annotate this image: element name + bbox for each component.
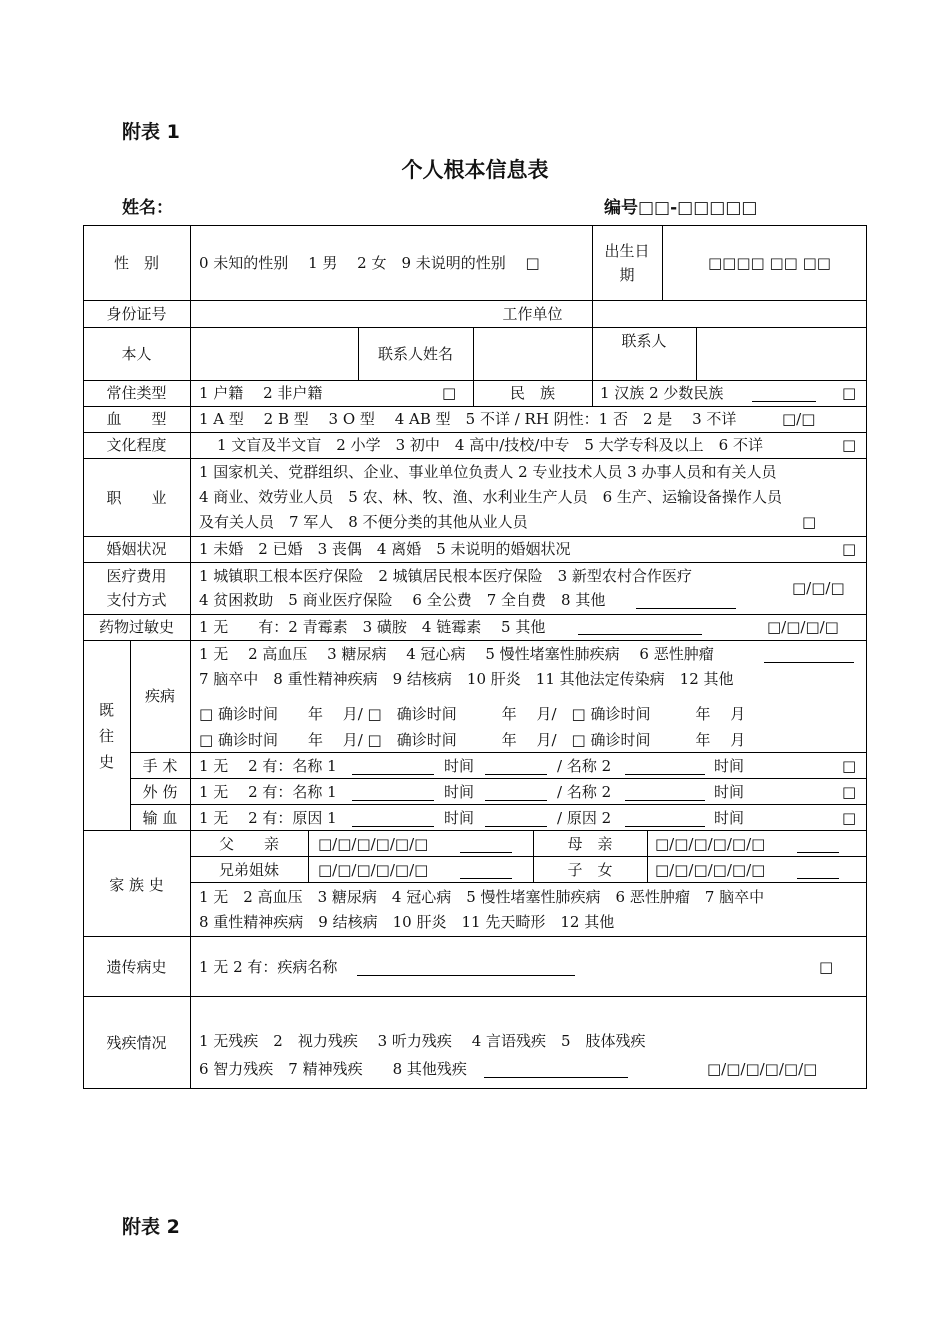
diagnosis-row-2[interactable]: □ 确诊时间 年 月/ □ 确诊时间 年 月/ □ 确诊时间 年 月 — [199, 731, 746, 749]
education-box[interactable]: □ — [842, 436, 857, 454]
occupation-line-2: 4 商业、效劳业人员 5 农、林、牧、渔、水利业生产人员 6 生产、运输设备操作人员 — [199, 488, 782, 506]
transfusion-text-c: / 原因 2 — [557, 809, 612, 827]
children-boxes[interactable]: □/□/□/□/□/□ — [655, 861, 766, 879]
trauma-text-c: / 名称 2 — [557, 783, 612, 801]
birth-date-boxes[interactable]: □□□□ □□ □□ — [708, 254, 831, 272]
history-label-3: 史 — [98, 753, 114, 771]
contact-phone-label: 联系人 — [621, 332, 667, 350]
residence-label: 常住类型 — [106, 384, 167, 402]
occupation-line-3: 及有关人员 7 军人 8 不便分类的其他从业人员 — [199, 513, 528, 531]
family-history-label: 家 族 史 — [109, 876, 164, 894]
transfusion-text-a: 1 无 2 有：原因 1 — [199, 809, 337, 827]
genetic-history-text: 1 无 2 有：疾病名称 — [199, 958, 338, 976]
surgery-label: 手 术 — [142, 757, 178, 775]
trauma-text-b: 时间 — [444, 783, 475, 801]
payment-label-2: 支付方式 — [106, 591, 167, 609]
work-unit-label: 工作单位 — [502, 305, 563, 323]
appendix-1-label: 附表 1 — [122, 121, 180, 143]
disability-label: 残疾情况 — [106, 1034, 167, 1052]
birth-date-label-1: 出生日 — [604, 242, 650, 260]
surgery-text-b: 时间 — [444, 757, 475, 775]
children-label: 子 女 — [567, 861, 613, 879]
form-title: 个人根本信息表 — [401, 158, 549, 182]
residence-options: 1 户籍 2 非户籍 — [199, 384, 323, 402]
surgery-text-a: 1 无 2 有：名称 1 — [199, 757, 337, 775]
gender-label: 性 别 — [113, 254, 159, 272]
occupation-line-1: 1 国家机关、党群组织、企业、事业单位负责人 2 专业技术人员 3 办事人员和有关人员 — [199, 463, 777, 481]
name-label: 姓名： — [122, 198, 173, 218]
blood-type-label: 血 型 — [106, 410, 167, 428]
transfusion-text-b: 时间 — [444, 809, 475, 827]
disease-label: 疾病 — [144, 687, 175, 705]
education-options: 1 文盲及半文盲 2 小学 3 初中 4 高中/技校/中专 5 大学专科及以上 6 不详 — [217, 436, 763, 454]
marital-label: 婚姻状况 — [106, 540, 167, 558]
allergy-options: 1 无 有：2 青霉素 3 磺胺 4 链霉素 5 其他 — [199, 618, 546, 636]
transfusion-label: 输 血 — [142, 809, 178, 827]
mother-label: 母 亲 — [567, 835, 613, 853]
surgery-box[interactable]: □ — [842, 757, 857, 775]
marital-options: 1 未婚 2 已婚 3 丧偶 4 离婚 5 未说明的婚姻状况 — [199, 540, 571, 558]
family-disease-line-2: 8 重性精神疾病 9 结核病 10 肝炎 11 先天畸形 12 其他 — [199, 913, 615, 931]
gender-options: 0 未知的性别 1 男 2 女 9 未说明的性别 □ — [199, 254, 540, 272]
education-label: 文化程度 — [106, 436, 167, 454]
family-disease-line-1: 1 无 2 高血压 3 糖尿病 4 冠心病 5 慢性堵塞性肺疾病 6 恶性肿瘤 7 脑卒中 — [199, 888, 765, 906]
payment-label-1: 医疗费用 — [106, 567, 167, 585]
surgery-text-d: 时间 — [714, 757, 745, 775]
occupation-label: 职 业 — [106, 489, 167, 507]
genetic-history-label: 遗传病史 — [106, 958, 167, 976]
trauma-text-a: 1 无 2 有：名称 1 — [199, 783, 337, 801]
id-number-label: 编号□□-□□□□□ — [604, 198, 758, 218]
contact-name-label: 联系人姓名 — [377, 345, 453, 363]
trauma-text-d: 时间 — [714, 783, 745, 801]
disease-line-1: 1 无 2 高血压 3 糖尿病 4 冠心病 5 慢性堵塞性肺疾病 6 恶性肿瘤 — [199, 645, 714, 663]
father-label: 父 亲 — [218, 835, 279, 853]
disability-line-1: 1 无残疾 2 视力残疾 3 听力残疾 4 言语残疾 5 肢体残疾 — [199, 1032, 646, 1050]
allergy-label: 药物过敏史 — [98, 618, 174, 636]
marital-box[interactable]: □ — [842, 540, 857, 558]
birth-date-label-2: 期 — [619, 266, 635, 284]
siblings-boxes[interactable]: □/□/□/□/□/□ — [318, 861, 429, 879]
genetic-history-box[interactable]: □ — [819, 958, 834, 976]
history-label-2: 往 — [98, 727, 114, 745]
trauma-label: 外 伤 — [142, 783, 178, 801]
father-boxes[interactable]: □/□/□/□/□/□ — [318, 835, 429, 853]
allergy-box[interactable]: □/□/□/□ — [767, 618, 839, 636]
ethnicity-label: 民 族 — [509, 384, 555, 402]
id-card-label: 身份证号 — [106, 305, 167, 323]
trauma-box[interactable]: □ — [842, 783, 857, 801]
blood-type-box[interactable]: □/□ — [782, 410, 816, 428]
disease-line-2: 7 脑卒中 8 重性精神疾病 9 结核病 10 肝炎 11 其他法定传染病 12 其他 — [199, 670, 734, 688]
transfusion-text-d: 时间 — [714, 809, 745, 827]
blood-type-options: 1 A 型 2 B 型 3 O 型 4 AB 型 5 不详 / RH 阴性：1 否 2 是 3 不详 — [199, 410, 737, 428]
occupation-box[interactable]: □ — [802, 513, 817, 531]
appendix-2-label: 附表 2 — [122, 1216, 180, 1238]
history-label-1: 既 — [98, 701, 114, 719]
disability-box[interactable]: □/□/□/□/□/□ — [707, 1060, 818, 1078]
diagnosis-row-1[interactable]: □ 确诊时间 年 月/ □ 确诊时间 年 月/ □ 确诊时间 年 月 — [199, 705, 746, 723]
payment-line-1: 1 城镇职工根本医疗保险 2 城镇居民根本医疗保险 3 新型农村合作医疗 — [199, 567, 692, 585]
transfusion-box[interactable]: □ — [842, 809, 857, 827]
ethnicity-box[interactable]: □ — [842, 384, 857, 402]
payment-line-2: 4 贫困救助 5 商业医疗保险 6 全公费 7 全自费 8 其他 — [199, 591, 606, 609]
payment-box[interactable]: □/□/□ — [792, 579, 845, 597]
mother-boxes[interactable]: □/□/□/□/□/□ — [655, 835, 766, 853]
surgery-text-c: / 名称 2 — [557, 757, 612, 775]
ethnicity-options: 1 汉族 2 少数民族 — [600, 384, 724, 402]
siblings-label: 兄弟姐妹 — [218, 861, 279, 879]
self-phone-label: 本人 — [121, 345, 152, 363]
disability-line-2: 6 智力残疾 7 精神残疾 8 其他残疾 — [199, 1060, 467, 1078]
residence-box[interactable]: □ — [442, 384, 457, 402]
